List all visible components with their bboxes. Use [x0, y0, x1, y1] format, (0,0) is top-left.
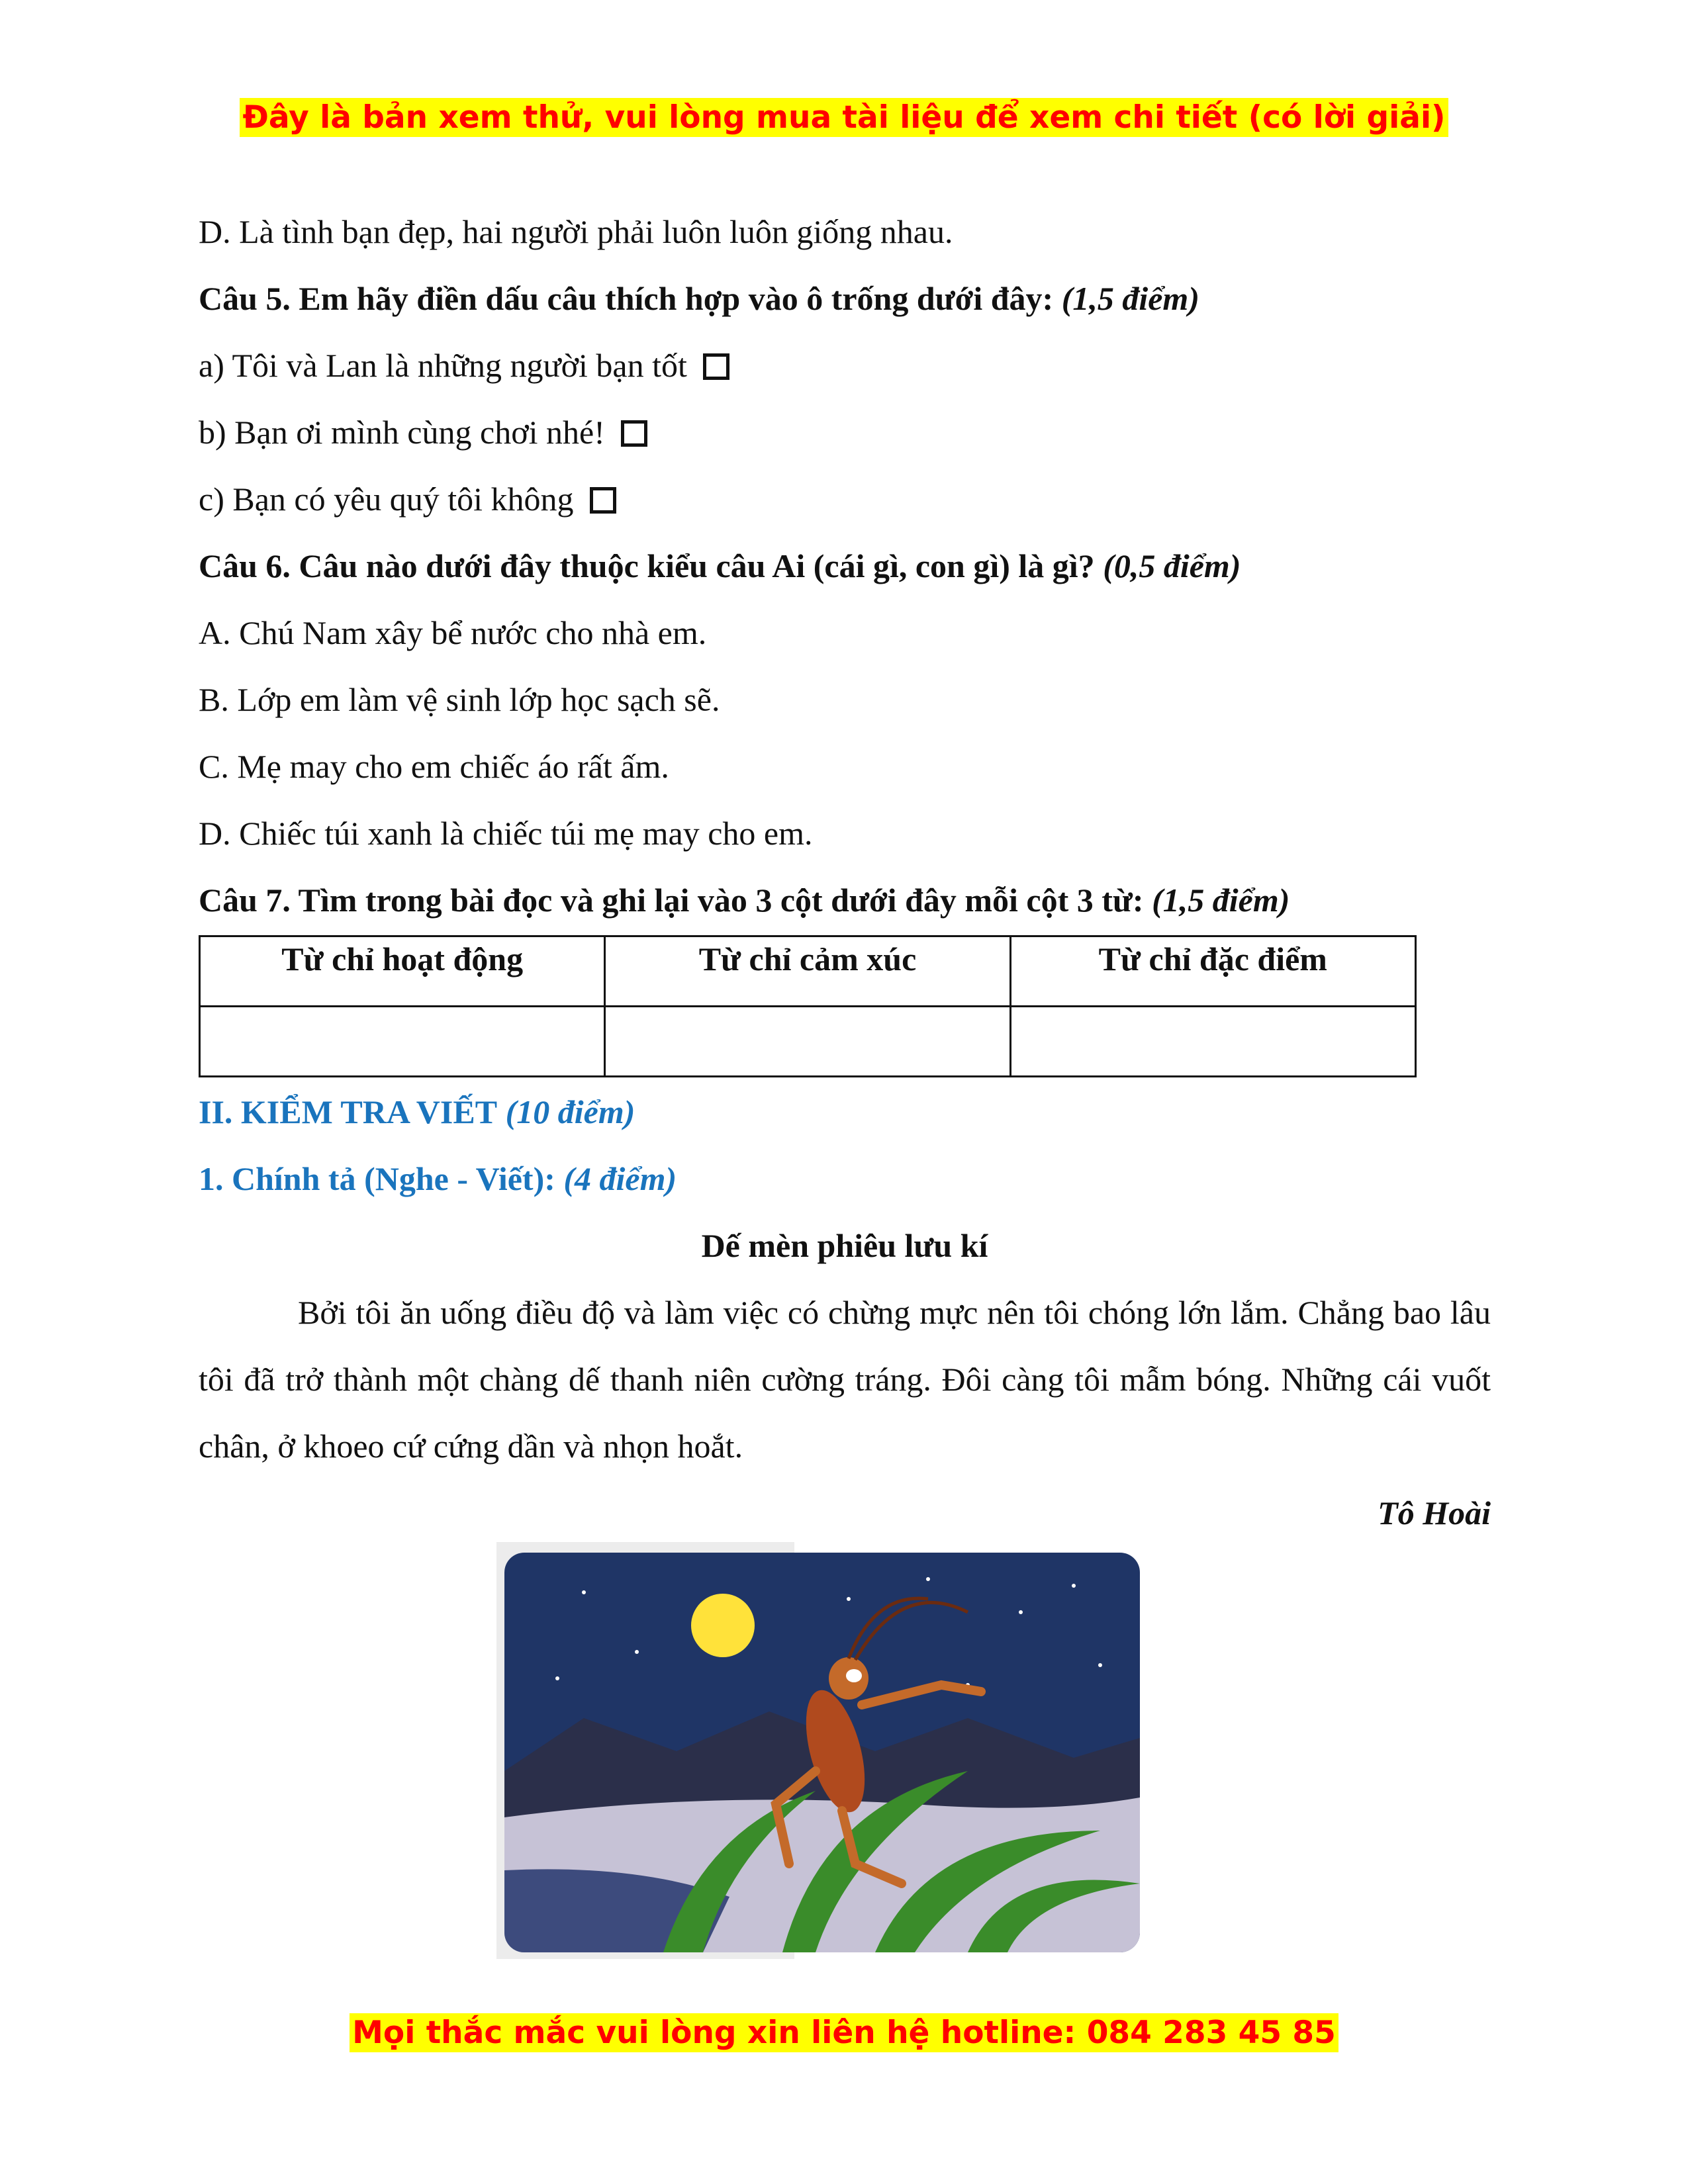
section-2-heading: II. KIỂM TRA VIẾT (10 điểm)	[199, 1093, 635, 1130]
q5-item-b: b) Bạn ơi mình cùng chơi nhé!	[199, 399, 1491, 466]
q6-option-d: D. Chiếc túi xanh là chiếc túi mẹ may cho em.	[199, 815, 813, 852]
q5-item-c: c) Bạn có yêu quý tôi không	[199, 466, 1491, 533]
col-feature-words: Từ chỉ đặc điểm	[1010, 936, 1415, 1007]
cricket-night-scene	[504, 1553, 1140, 1952]
dictation-heading: 1. Chính tả (Nghe - Viết): (4 điểm)	[199, 1160, 677, 1197]
q5-item-a: a) Tôi và Lan là những người bạn tốt	[199, 332, 1491, 399]
passage-text: Bởi tôi ăn uống điều độ và làm việc có chừng mực nên tôi chóng lớn lắm. Chẳng bao lâu tôi đã trở thành một chàng dế thanh niên cường tráng. Đôi càng tôi mẫm bóng. Những cái vuốt chân, ở khoeo cứ cứng dần và nhọn hoắt.	[199, 1294, 1491, 1465]
q4-option-d: D. Là tình bạn đẹp, hai người phải luôn luôn giống nhau.	[199, 213, 953, 250]
answer-cell[interactable]	[605, 1007, 1010, 1077]
answer-cell[interactable]	[200, 1007, 605, 1077]
word-table	[199, 935, 1417, 1077]
q7-heading: Câu 7. Tìm trong bài đọc và ghi lại vào 3 cột dưới đây mỗi cột 3 từ: (1,5 điểm)	[199, 882, 1290, 919]
passage-author: Tô Hoài	[1378, 1494, 1491, 1531]
answer-cell[interactable]	[1010, 1007, 1415, 1077]
cricket-illustration	[504, 1553, 1140, 1952]
q5-heading: Câu 5. Em hãy điền dấu câu thích hợp vào ô trống dưới đây: (1,5 điểm)	[199, 280, 1199, 317]
passage-title: Dế mèn phiêu lưu kí	[701, 1227, 988, 1264]
q6-heading: Câu 6. Câu nào dưới đây thuộc kiểu câu Ai (cái gì, con gì) là gì? (0,5 điểm)	[199, 547, 1241, 584]
answer-checkbox[interactable]	[703, 353, 729, 380]
answer-checkbox[interactable]	[621, 420, 647, 447]
answer-checkbox[interactable]	[590, 487, 616, 514]
hotline-banner: Mọi thắc mắc vui lòng xin liên hệ hotline: 084 283 45 85	[0, 2013, 1688, 2053]
q6-option-b: B. Lớp em làm vệ sinh lớp học sạch sẽ.	[199, 681, 720, 718]
col-activity-words: Từ chỉ hoạt động	[200, 936, 605, 1007]
q6-option-a: A. Chú Nam xây bể nước cho nhà em.	[199, 614, 707, 651]
col-emotion-words: Từ chỉ cảm xúc	[605, 936, 1010, 1007]
preview-banner: Đây là bản xem thử, vui lòng mua tài liệu để xem chi tiết (có lời giải)	[0, 98, 1688, 138]
q6-option-c: C. Mẹ may cho em chiếc áo rất ấm.	[199, 748, 669, 785]
document-body	[199, 199, 1491, 1547]
